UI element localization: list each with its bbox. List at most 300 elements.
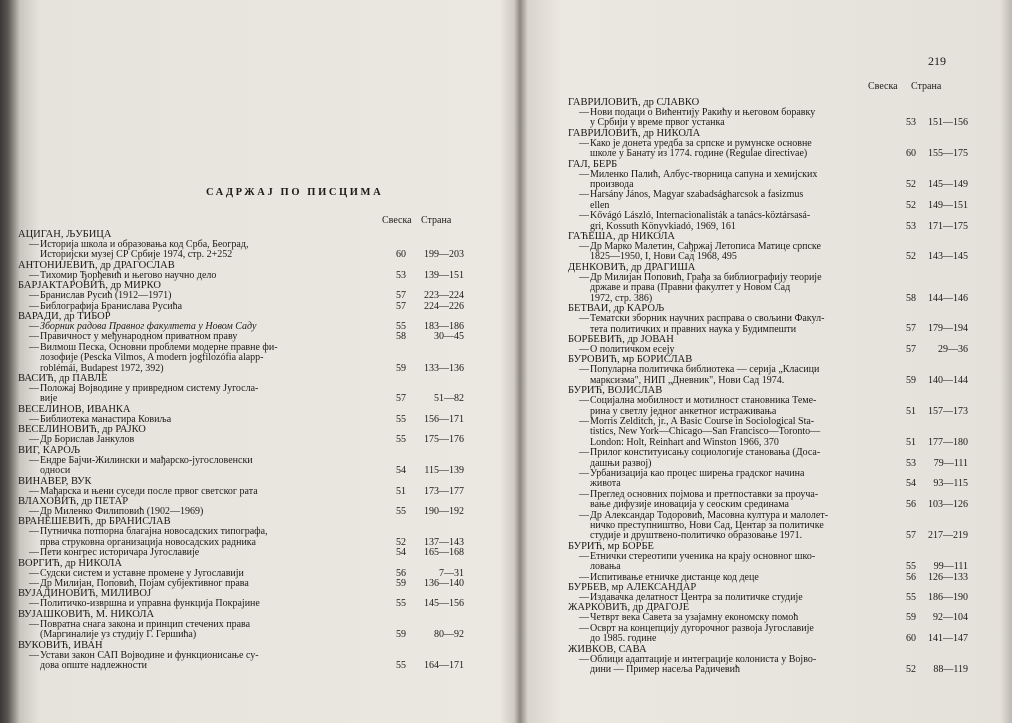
work-title-line: Историја школа и образовања код Срба, Београд, (40, 239, 249, 250)
work-item (568, 273, 968, 304)
work-title-line: Миленко Палић, Албус-творница сапуна и хемијских (590, 168, 818, 180)
work-title (568, 314, 895, 335)
work-title (18, 620, 380, 641)
work-title-line: Др Марко Малетин, Сађржај Летописа Матице српске (590, 241, 821, 253)
work-title (568, 655, 895, 676)
author-entry (18, 261, 478, 281)
volume-number: 56 (396, 567, 406, 579)
work-item (18, 620, 478, 641)
author-name: ВАРАДИ, др ТИБОР (18, 311, 111, 323)
author-name: БУРИЋ, ВОЈИСЛАВ (568, 385, 663, 397)
dash-marker: — (29, 618, 39, 630)
work-title-line: тета политичких и правних наука у Будимпешти (590, 323, 797, 335)
dash-marker: — (29, 341, 39, 353)
work-title-line: gri, Kossuth Könyvkiadó, 1969, 161 (590, 220, 736, 232)
dash-marker: — (579, 488, 589, 500)
dash-marker: — (579, 447, 589, 459)
page-range: 79—111 (933, 457, 968, 469)
author-name: БАРЈАКТАРОВИЋ, др МИРКО (18, 280, 161, 292)
work-title-line: Путничка потпорна благајна новосадских типографа, (40, 526, 268, 538)
author-entry (18, 405, 478, 425)
page-range: 179—194 (928, 323, 968, 335)
work-title (568, 552, 895, 573)
work-title-line: Зборник радова Правног факултета у Новом Саду (40, 321, 257, 333)
work-title (568, 448, 895, 469)
dash-marker: — (579, 467, 589, 479)
dash-marker: — (579, 137, 589, 149)
work-title-line: Социјална мобилност и мотилност становника Теме- (590, 395, 817, 407)
page-range: 224—226 (424, 300, 464, 312)
work-title-line: Др Милијан Поповић, Грађа за библиографију теорије (590, 271, 822, 283)
author-entry (568, 355, 968, 386)
page-range: 149—151 (928, 199, 968, 211)
work-title-line: Преглед основних појмова и претпоставки за проуча- (590, 488, 819, 500)
dash-marker: — (579, 415, 589, 427)
work-title (568, 108, 895, 129)
work-title-line: ловања (590, 561, 621, 573)
author-entry (18, 374, 478, 405)
work-item (568, 490, 968, 511)
dash-marker: — (579, 571, 589, 583)
page-range: 29—36 (938, 343, 968, 355)
work-title (18, 384, 380, 405)
dash-marker: — (579, 168, 589, 180)
work-title-line: Популарна политичка библиотека — серија „Класици (590, 364, 820, 376)
volume-number: 56 (906, 571, 916, 583)
work-title-line: студије и друштвено-политичко образовање 1971. (590, 530, 803, 542)
dash-marker: — (579, 622, 589, 634)
work-title-line: вање дифузије иновација у сеоским срединама (590, 499, 789, 511)
dash-marker: — (29, 547, 39, 559)
author-name: ВИНАВЕР, ВУК (18, 475, 92, 487)
work-title-line: односи (40, 465, 71, 477)
entries-list (18, 230, 478, 671)
author-name: ГАВРИЛОВИЋ, др СЛАВКО (568, 97, 700, 108)
work-title (568, 365, 895, 386)
page-range: 133—136 (424, 362, 464, 374)
author-entry (18, 559, 478, 590)
work-title (568, 170, 895, 191)
work-item (18, 384, 478, 405)
author-entry (18, 610, 478, 641)
dash-marker: — (29, 239, 39, 250)
page-range: 173—177 (424, 485, 464, 497)
volume-number: 55 (396, 434, 406, 446)
author-name: ВАСИЋ, др ПАВЛЕ (18, 373, 108, 385)
author-entry (18, 281, 478, 312)
work-title-line: Облици адаптације и интеграције колониста у Војво- (590, 653, 817, 665)
volume-number: 59 (396, 362, 406, 374)
page-range: 171—175 (928, 220, 968, 232)
work-title-line: Политичко-извршна и управна функција Покрајине (40, 598, 260, 610)
page-range: 155—175 (928, 148, 968, 160)
work-title-line: марксизма", НИП „Дневник", Нови Сад 1974. (590, 374, 785, 386)
dash-marker: — (29, 485, 39, 497)
work-title-line: Мађарска и њени суседи после првог светског рата (40, 485, 258, 497)
volume-number: 59 (906, 374, 916, 386)
entries-list (568, 98, 968, 675)
page-range: 141—147 (928, 633, 968, 645)
work-title (568, 469, 895, 490)
work-title-line: 1825—1950, I, Нови Сад 1968, 495 (590, 251, 737, 263)
work-title-line: Тихомир Ђорђевић и његово научно дело (40, 269, 217, 281)
work-title-line: Осврт на концепцију дугорочног развоја Југославије (590, 622, 814, 634)
work-title (18, 651, 380, 672)
page-range: 139—151 (424, 269, 464, 281)
work-title-line: Др Милијан, Поповић, Појам субјективног права (40, 577, 249, 589)
volume-number: 54 (906, 478, 916, 490)
work-title-line: Историјски музеј СР Србије 1974, стр. 2+252 (40, 249, 233, 261)
work-title (568, 417, 895, 448)
author-name: ГАЛ, БЕРБ (568, 158, 618, 170)
work-title-line: London: Holt, Reinhart and Winston 1966, 370 (590, 436, 779, 448)
work-title-line: прва струковна организација новосадских радника (40, 536, 256, 548)
author-name: БУРБЕВ, мр АЛЕКСАНДАР (568, 582, 697, 594)
work-title-line: вије (40, 393, 58, 405)
author-name: ЖИВКОВ, САВА (568, 643, 647, 655)
work-title-line: Др Миленко Филиповић (1902—1969) (40, 505, 204, 517)
dash-marker: — (579, 395, 589, 407)
volume-number: 55 (906, 561, 916, 573)
author-name: ДЕНКОВИЋ, др ДРАГИША (568, 261, 696, 273)
author-entry (568, 263, 968, 304)
work-item (568, 365, 968, 386)
work-item (568, 469, 968, 490)
work-title (568, 139, 895, 160)
page-range: 190—192 (424, 505, 464, 517)
dash-marker: — (29, 383, 39, 395)
volume-number: 56 (906, 499, 916, 511)
volume-number: 57 (396, 393, 406, 405)
author-entry (18, 477, 478, 497)
work-title-line: Прилог конституисању социологије становања (Доса- (590, 447, 821, 459)
volume-number: 55 (906, 592, 916, 604)
volume-number: 51 (396, 485, 406, 497)
work-title (18, 548, 380, 558)
dash-marker: — (29, 505, 39, 517)
work-title-line: Издавачка делатност Центра за политичке студије (590, 592, 803, 604)
work-title-line: Правичност у међународном приватном праву (40, 331, 238, 343)
page-range: 175—176 (424, 434, 464, 446)
work-title-line: Пети конгрес историчара Југославије (40, 547, 200, 559)
page-range: 157—173 (928, 405, 968, 417)
work-title-line: Вилмош Песка, Основни проблеми модерне правне фи- (40, 341, 278, 353)
author-entry (568, 129, 968, 160)
page-range: 126—133 (928, 571, 968, 583)
work-title-line: Положај Војводине у привредном систему Југосла- (40, 383, 259, 395)
volume-number: 53 (906, 220, 916, 232)
volume-number: 53 (906, 457, 916, 469)
author-name: БЕТВАИ, др КАРОЉ (568, 303, 665, 315)
volume-number: 52 (906, 179, 916, 191)
work-title-line: 1972, стр. 386) (590, 292, 653, 304)
page-range: 143—145 (928, 251, 968, 263)
page-range: 145—149 (928, 179, 968, 191)
volume-number: 55 (396, 598, 406, 610)
work-item (18, 343, 478, 374)
work-title-line: рина у светлу једног анкетног истраживања (590, 405, 777, 417)
volume-number: 53 (396, 269, 406, 281)
work-title-line: дини — Пример насеља Радичевић (590, 664, 740, 676)
dash-marker: — (579, 271, 589, 283)
work-title-line: у Србији у време првог устанка (590, 117, 725, 129)
work-title-line: Бранислав Русић (1912—1971) (40, 290, 172, 302)
work-title (568, 490, 895, 511)
work-title-line: (Маргиналије уз студију Г. Гершића) (40, 629, 197, 641)
dash-marker: — (29, 269, 39, 281)
work-title (18, 240, 380, 261)
volume-number: 54 (396, 465, 406, 477)
work-title (568, 190, 895, 211)
author-name: ЖАРКОВИЋ, др ДРАГОЈЕ (568, 602, 690, 614)
page-range: 217—219 (928, 530, 968, 542)
work-title-line: производа (590, 179, 634, 191)
right-page (523, 0, 1003, 723)
work-item (568, 624, 968, 645)
work-title-line: Harsány János, Magyar szabadságharcsok a fasizmus (590, 189, 804, 201)
volume-number: 59 (396, 629, 406, 641)
column-header-volume: Свеска (382, 215, 412, 226)
page-range: 165—168 (424, 547, 464, 559)
work-title-line: дашњи развој) (590, 457, 652, 469)
dash-marker: — (29, 331, 39, 343)
volume-number: 52 (906, 664, 916, 676)
page-range: 164—171 (424, 659, 464, 671)
dash-marker: — (579, 364, 589, 376)
volume-number: 52 (906, 199, 916, 211)
work-item (18, 435, 478, 445)
volume-number: 57 (396, 300, 406, 312)
author-entry (568, 583, 968, 603)
author-name: ВЛАХОВИЋ, др ПЕТАР (18, 495, 129, 507)
work-title-line: Ендре Бајчи-Жилински и мађарско-југословенски (40, 454, 253, 466)
work-title (568, 511, 895, 542)
work-item (18, 527, 478, 548)
author-name: ВЕСЕЛИНОВ, ИВАНКА (18, 403, 131, 415)
author-entry (568, 645, 968, 676)
page-range: 93—115 (933, 478, 968, 490)
work-item (18, 651, 478, 672)
author-entry (568, 542, 968, 583)
page-range: 144—146 (928, 292, 968, 304)
author-entry (18, 446, 478, 477)
volume-number: 58 (396, 331, 406, 343)
work-title-line: Судски систем и уставне промене у Југославији (40, 567, 244, 579)
volume-number: 59 (396, 577, 406, 589)
work-item (568, 211, 968, 232)
volume-number: 58 (906, 292, 916, 304)
author-name: ВИГ, КАРОЉ (18, 444, 81, 456)
work-item (568, 139, 968, 160)
work-item (568, 314, 968, 335)
work-title (18, 343, 380, 374)
work-item (18, 240, 478, 261)
author-entry (568, 304, 968, 335)
dash-marker: — (579, 107, 589, 118)
work-title-line: дова опште надлежности (40, 659, 147, 671)
page-range: 80—92 (434, 629, 464, 641)
page-range: 186—190 (928, 592, 968, 604)
page-range: 7—31 (439, 567, 464, 579)
author-entry (568, 232, 968, 263)
work-title-line: Тематски зборник научних расправа о свољини Факул- (590, 313, 825, 325)
work-item (18, 456, 478, 477)
page-range: 223—224 (424, 290, 464, 302)
dash-marker: — (579, 313, 589, 325)
author-name: ГАЋЕША, др НИКОЛА (568, 231, 676, 243)
column-header-page: Страна (911, 81, 942, 92)
dash-marker: — (29, 321, 39, 333)
author-entry (568, 335, 968, 355)
dash-marker: — (29, 567, 39, 579)
author-name: ВУЈАШКОВИЋ, М. НИКОЛА (18, 608, 155, 620)
work-item (568, 417, 968, 448)
dash-marker: — (579, 241, 589, 253)
work-title-line: О политичком есеју (590, 343, 675, 355)
volume-number: 52 (396, 536, 406, 548)
page-range: 99—111 (933, 561, 968, 573)
author-entry (568, 386, 968, 542)
work-title-line: Др Борислав Јанкулов (40, 434, 135, 446)
volume-number: 57 (906, 530, 916, 542)
author-name: БУРОВИЋ, мр БОРИСЛАВ (568, 354, 693, 366)
work-title-line: roblémái, Budapest 1972, 392) (40, 362, 164, 374)
author-name: БУРИЋ, мр БОРБЕ (568, 540, 654, 552)
volume-number: 57 (396, 290, 406, 302)
page-range: 136—140 (424, 577, 464, 589)
work-title (568, 242, 895, 263)
author-name: БОРБЕВИЋ, др ЈОВАН (568, 333, 674, 345)
author-entry (18, 517, 478, 558)
author-name: ВОРГИЋ, др НИКОЛА (18, 557, 123, 569)
author-entry (568, 603, 968, 644)
page-range: 151—156 (928, 117, 968, 129)
volume-number: 60 (906, 633, 916, 645)
work-item (568, 655, 968, 676)
work-title-line: Испитивање етничке дистанце код деце (590, 571, 759, 583)
work-title-line: Устави закон САП Војводине и функционисање су- (40, 649, 259, 661)
work-item (568, 448, 968, 469)
dash-marker: — (579, 592, 589, 604)
volume-number: 60 (396, 249, 406, 261)
volume-number: 57 (906, 323, 916, 335)
work-item (568, 108, 968, 129)
author-entry (18, 312, 478, 374)
dash-marker: — (29, 577, 39, 589)
author-entry (18, 641, 478, 672)
volume-number: 55 (396, 321, 406, 333)
author-entry (18, 230, 478, 261)
work-item (568, 552, 968, 573)
page-range: 30—45 (434, 331, 464, 343)
author-entry (568, 160, 968, 232)
left-page (18, 0, 518, 723)
work-title-line: Библографија Бранислава Русића (40, 300, 183, 312)
page-range: 103—126 (928, 499, 968, 511)
work-title-line: Др Александар Тодоровић, Масовна култура и малолет- (590, 509, 829, 521)
work-item (568, 190, 968, 211)
author-entry (18, 425, 478, 445)
work-title-line: Morris Zelditch, jr., A Basic Course in Sociological Sta- (590, 415, 815, 427)
dash-marker: — (29, 649, 39, 661)
work-title-line: Етнички стереотипи ученика на крају основног шко- (590, 550, 816, 562)
author-entry (18, 497, 478, 517)
dash-marker: — (29, 454, 39, 466)
work-title-line: Урбанизација као процес ширења градског начина (590, 467, 805, 479)
work-title-line: живота (590, 478, 621, 490)
volume-number: 54 (396, 547, 406, 559)
page-range: 51—82 (434, 393, 464, 405)
author-name: ВУКОВИЋ, ИВАН (18, 639, 103, 651)
work-item (568, 170, 968, 191)
dash-marker: — (29, 434, 39, 446)
work-item (568, 242, 968, 263)
work-title-line: Нови подаци о Вићентију Ракићу и његовом боравку (590, 107, 816, 118)
volume-number: 53 (906, 117, 916, 129)
work-item (568, 396, 968, 417)
volume-number: 55 (396, 505, 406, 517)
author-name: ВЕСЕЛИНОВИЋ, др РАЈКО (18, 424, 146, 436)
volume-number: 52 (906, 251, 916, 263)
volume-number: 51 (906, 405, 916, 417)
dash-marker: — (579, 612, 589, 624)
dash-marker: — (579, 653, 589, 665)
dash-marker: — (29, 300, 39, 312)
work-item (568, 511, 968, 542)
page-range: 115—139 (424, 465, 464, 477)
page-range: 140—144 (928, 374, 968, 386)
work-title (568, 211, 895, 232)
work-title-line: школе у Банату из 1774. године (Regulae directivae) (590, 148, 808, 160)
volume-number: 57 (906, 343, 916, 355)
author-entry (568, 98, 968, 129)
volume-number: 55 (396, 413, 406, 425)
work-title-line: Како је донета уредба за српске и румунске основне (590, 137, 812, 149)
dash-marker: — (29, 598, 39, 610)
author-name: АНТОНИЈЕВИЋ, др ДРАГОСЛАВ (18, 259, 175, 271)
work-title (568, 396, 895, 417)
page-range: 88—119 (933, 664, 968, 676)
work-title-line: Библиотека манастира Ковиља (40, 413, 172, 425)
dash-marker: — (29, 526, 39, 538)
page-title: САДРЖАЈ ПО ПИСЦИМА (206, 187, 384, 198)
page-range: 145—156 (424, 598, 464, 610)
work-title (18, 456, 380, 477)
author-name: ВУЈАДИНОВИЋ, МИЛИВОЈ (18, 588, 152, 600)
dash-marker: — (29, 413, 39, 425)
column-header-volume: Свеска (868, 81, 898, 92)
page-range: 199—203 (424, 249, 464, 261)
volume-number: 51 (906, 436, 916, 448)
page-range: 177—180 (928, 436, 968, 448)
volume-number: 59 (906, 612, 916, 624)
work-title (18, 527, 380, 548)
work-title-line: Kővágó László, Internacionalisták a tanács-köztársasá- (590, 210, 811, 222)
work-title-line: државе и права (Правни факултет у Новом Сад (590, 282, 791, 294)
page-range: 183—186 (424, 321, 464, 333)
work-title-line: ничко преступништво, Нови Сад, Центар за политичке (590, 520, 824, 531)
dash-marker: — (579, 343, 589, 355)
work-title-line: лозофије (Pescka Vilmos, A modern jogfilozófia alapp- (40, 352, 264, 364)
dash-marker: — (579, 550, 589, 562)
dash-marker: — (579, 210, 589, 222)
dash-marker: — (29, 290, 39, 302)
author-name: ВРАНЕШЕВИЋ, др БРАНИСЛАВ (18, 516, 171, 528)
column-header-page: Страна (421, 215, 452, 226)
author-name: ГАВРИЛОВИЋ, др НИКОЛА (568, 127, 701, 139)
dash-marker: — (579, 189, 589, 201)
work-title-line: Четврт века Савета за узајамну економску помоћ (590, 612, 799, 624)
